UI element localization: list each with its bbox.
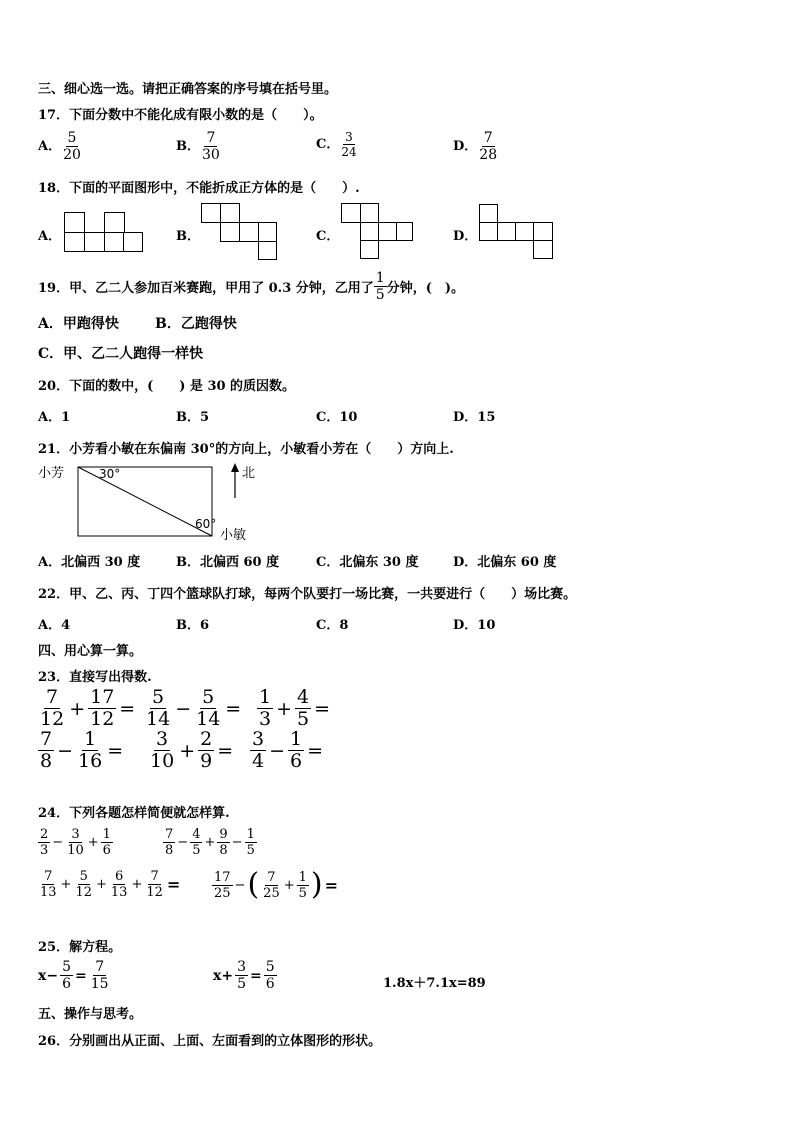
- section-3-title: 三、细心选一选。请把正确答案的序号填在括号里。: [38, 82, 338, 97]
- q23-expr-4: $\frac{7}{8}$ − $\frac{1}{16}$ =: [40, 728, 124, 772]
- angle-30: 30°: [99, 467, 121, 481]
- q21-stem: 21．小芳看小敏在东偏南 30°的方向上，小敏看小芳在（ ）方向上.: [38, 442, 454, 457]
- q23-expr-3: $\frac{1}{3}$ + $\frac{4}{5}$ =: [259, 686, 331, 730]
- q25-equation-2: x+ $\frac{3}{5}$ = $\frac{5}{6}$: [213, 959, 275, 992]
- q24-expr-1: $\frac{2}{3}$ − $\frac{3}{10}$ + $\frac{1}{6}$: [40, 827, 111, 858]
- q25-stem: 25．解方程。: [38, 940, 122, 955]
- q17-option-c[interactable]: C． $\frac{3}{24}$: [316, 130, 357, 159]
- q21-option-a[interactable]: A．北偏西 30 度: [38, 555, 141, 570]
- q20-option-a[interactable]: A．1: [38, 410, 71, 425]
- q23-expr-6: $\frac{3}{4}$ − $\frac{1}{6}$ =: [252, 728, 324, 772]
- q19-stem: 19．甲、乙二人参加百米赛跑，甲用了 0.3 分钟，乙用了 $\frac{1}{5}$ 分钟，( )。: [38, 270, 464, 303]
- q23-stem: 23．直接写出得数.: [38, 670, 152, 685]
- label-north: 北: [242, 466, 256, 481]
- q19-option-c[interactable]: C．甲、乙二人跑得一样快: [38, 346, 204, 362]
- q17-option-b[interactable]: B． $\frac{7}{30}$: [176, 130, 220, 163]
- q25-equation-1: x− $\frac{5}{6}$ = $\frac{7}{15}$: [38, 959, 109, 992]
- q22-option-a[interactable]: A．4: [38, 618, 71, 633]
- q18-option-b[interactable]: B．: [176, 229, 200, 244]
- north-arrow-icon: [231, 463, 239, 472]
- section-4-title: 四、用心算一算。: [38, 644, 143, 659]
- q22-option-b[interactable]: B．6: [176, 618, 210, 633]
- q24-expr-4: $\frac{17}{25}$ − ( $\frac{7}{25}$ + $\frac{1}{5}$ ) =: [214, 867, 339, 902]
- q18-option-a[interactable]: A．: [38, 229, 62, 244]
- q22-option-d[interactable]: D．10: [453, 618, 496, 633]
- q18-option-c[interactable]: C．: [316, 229, 340, 244]
- label-xiaomin: 小敏: [220, 528, 247, 543]
- q25-equation-3: 1.8x＋7.1x=89: [383, 976, 486, 991]
- q17-stem: 17．下面分数中不能化成有限小数的是（ ）。: [38, 108, 323, 123]
- q21-option-b[interactable]: B．北偏西 60 度: [176, 555, 280, 570]
- q17-option-a[interactable]: A． $\frac{5}{20}$: [38, 130, 81, 163]
- q26-stem: 26．分别画出从正面、上面、左面看到的立体图形的形状。: [38, 1034, 382, 1049]
- q20-option-d[interactable]: D．15: [453, 410, 496, 425]
- q20-stem: 20．下面的数中，( ) 是 30 的质因数。: [38, 379, 296, 394]
- label-xiaofang: 小芳: [38, 466, 65, 481]
- q24-stem: 24．下列各题怎样简便就怎样算.: [38, 806, 230, 821]
- q20-option-b[interactable]: B．5: [176, 410, 210, 425]
- direction-diagram: [36, 460, 266, 546]
- angle-60: 60°: [195, 517, 217, 531]
- q18-stem: 18．下面的平面图形中，不能折成正方体的是（ ）.: [38, 181, 360, 196]
- q21-option-d[interactable]: D．北偏东 60 度: [453, 555, 557, 570]
- q21-option-c[interactable]: C．北偏东 30 度: [316, 555, 419, 570]
- q17-option-d[interactable]: D． $\frac{7}{28}$: [453, 130, 498, 163]
- q19-option-a[interactable]: A．甲跑得快: [38, 316, 119, 332]
- q20-option-c[interactable]: C．10: [316, 410, 358, 425]
- q24-expr-2: $\frac{7}{8}$ − $\frac{4}{5}$ + $\frac{9}{8}$ − $\frac{1}{5}$: [165, 827, 255, 858]
- q19-option-b[interactable]: B．乙跑得快: [155, 316, 237, 332]
- q22-option-c[interactable]: C．8: [316, 618, 349, 633]
- q23-expr-2: $\frac{5}{14}$ − $\frac{5}{14}$ =: [146, 686, 242, 730]
- q22-stem: 22．甲、乙、丙、丁四个篮球队打球，每两个队要打一场比赛，一共要进行（ ）场比赛。: [38, 587, 577, 602]
- q24-expr-3: $\frac{7}{13}$ + $\frac{5}{12}$ + $\frac{6}{13}$ + $\frac{7}{12}$ =: [40, 869, 181, 900]
- section-5-title: 五、操作与思考。: [38, 1007, 143, 1022]
- q18-option-d[interactable]: D．: [453, 229, 478, 244]
- q23-expr-5: $\frac{3}{10}$ + $\frac{2}{9}$ =: [150, 728, 234, 772]
- q23-expr-1: $\frac{7}{12}$ + $\frac{17}{12}$ =: [40, 686, 136, 730]
